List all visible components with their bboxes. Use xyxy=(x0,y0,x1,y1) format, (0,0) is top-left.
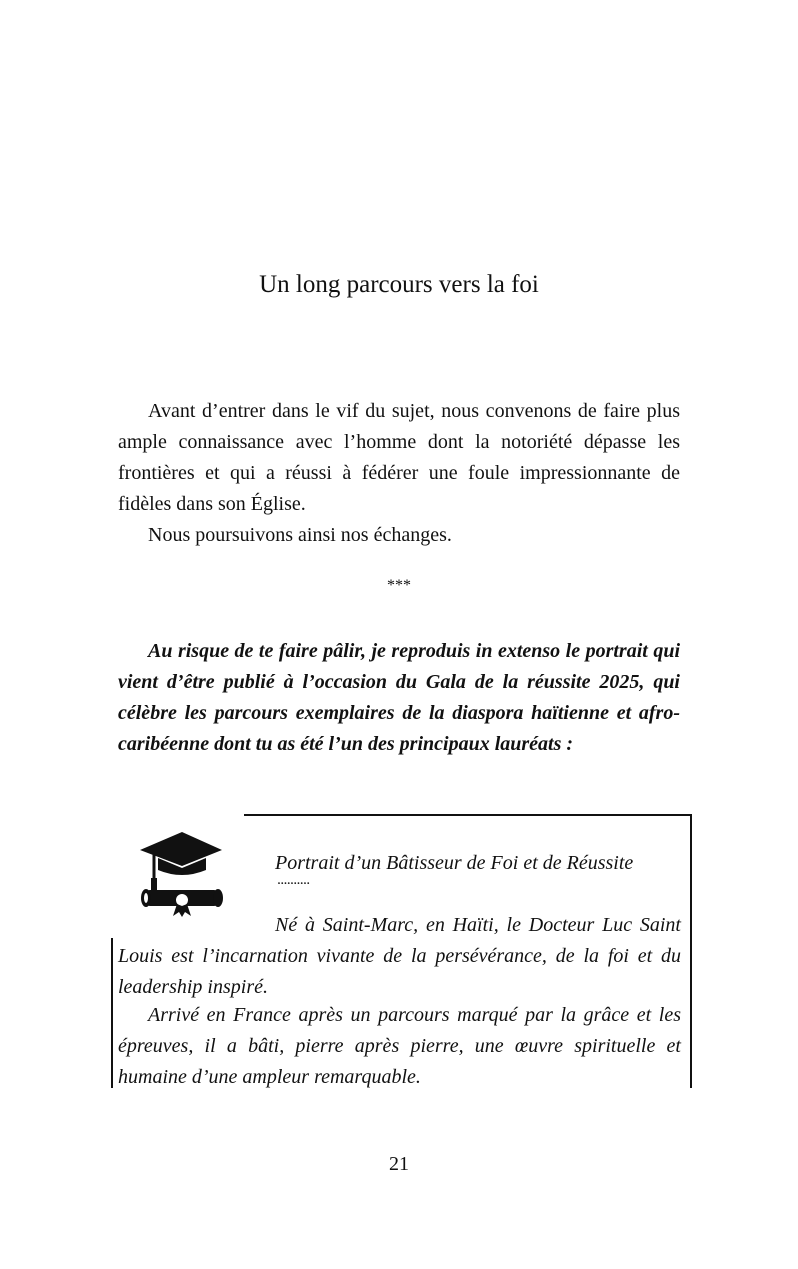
portrait-paragraph-2: Arrivé en France après un parcours marqué par la grâce et les épreuves, il a bâti, pierre après pierre, une œuvre spirituelle et humaine d’une ampleur remarquable. xyxy=(118,1004,681,1088)
portrait-paragraph-1 xyxy=(118,910,681,1003)
graduation-cap-diploma-icon xyxy=(124,818,236,920)
portrait-paragraph-1-text: Né à Saint-Marc, en Haïti, le Docteur Luc Saint Louis est l’incarnation vivante de la persévérance, de la foi et du leadership inspiré. xyxy=(118,914,681,998)
page-number: 21 xyxy=(389,1153,409,1175)
intro-paragraph-1: Avant d’entrer dans le vif du sujet, nous convenons de faire plus ample connaissance avec l’homme dont la notoriété dépasse les frontières et qui a réussi à fédérer une foule impressionnante de fidèles dans son Église. xyxy=(118,400,680,515)
portrait-title: Portrait d’un Bâtisseur de Foi et de Réussite xyxy=(275,852,634,874)
intro-text xyxy=(118,396,680,551)
portrait-title-dots: .......... xyxy=(278,875,311,887)
question-paragraph: Au risque de te faire pâlir, je reproduis in extenso le portrait qui vient d’être publié à l’occasion du Gala de la réussite 2025, qui célèbre les parcours exemplaires de la diaspora haïtienne et afro-caribéenne dont tu as été l’un des principaux lauréats : xyxy=(118,640,680,755)
chapter-title: Un long parcours vers la foi xyxy=(259,271,539,298)
portrait-box-left-border xyxy=(111,938,113,1088)
portrait-box-top-border xyxy=(244,814,692,816)
intro-paragraph-2: Nous poursuivons ainsi nos échanges. xyxy=(148,524,452,546)
section-separator: *** xyxy=(387,577,411,594)
